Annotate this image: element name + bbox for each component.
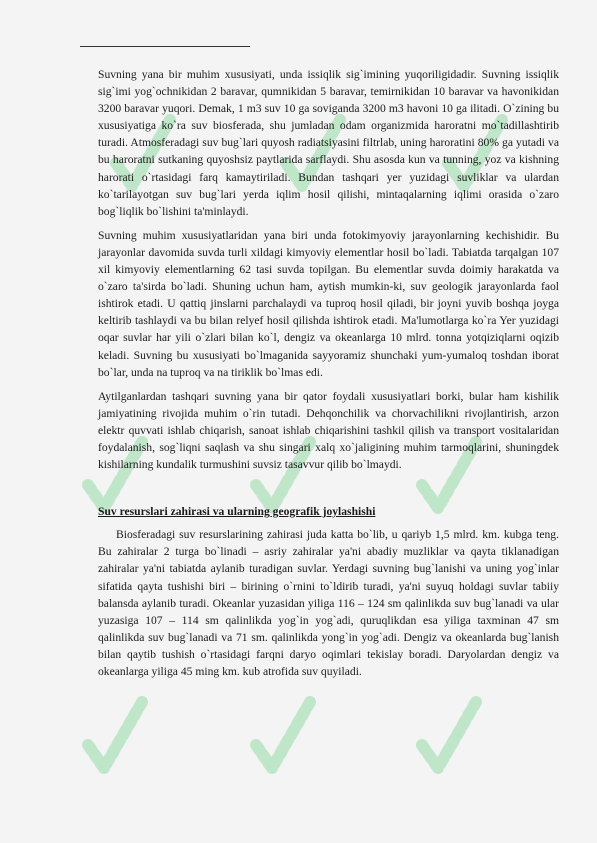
paragraph: Suvning muhim xususiyatlaridan yana biri unda fotokimyoviy jarayonlarning kechishidir. Bu jarayonlar davomida suvda turli xildagi kimyoviy elementlar hosil bo`ladi. Tabiatda tarqalgan 107 xil kimyoviy elementlarning 62 tasi suvda topilgan. Bu elementlar suvda doimiy harakatda va o`zaro ta'sirda bo`ladi. Shuning uchun ham, aytish mumkin-ki, suv geologik jarayonlarda faol ishtirok etadi. U qattiq jinslarni parchalaydi va tuproq hosil qiladi, bir joyni yuvib boshqa joyga keltirib tashlaydi va bu bilan relyef hosil qilishda ishtirok etadi. Ma'lumotlarga ko`ra Yer yuzidagi oqar suvlar har yili o`zlari bilan ko`l, dengiz va okeanlarga 10 mlrd. tonna yotqiziqlarni oqizib keladi. Suvning bu xususiyati bo`lmaganida sayyoramiz shunchaki yum-yumaloq toshdan iborat bo`lar, unda na tuproq va na tiriklik bo`lmas edi. xyxy=(98,228,559,379)
paragraph: Aytilganlardan tashqari suvning yana bir qator foydali xususiyatlari borki, bular ham kishilik jamiyatining rivojida muhim o`rin tutadi. Dehqonchilik va chorvachilikni rivojlantirish, arzon elektr quvvati ishlab chiqarish, sanoat ishlab chiqarishini tashkil qilish va transport vositalaridan foydalanish, sog`liqni saqlash va shu singari xalq xo`jaligining muhim tarmoqlarini, shuningdek kishilarning kundalik turmushini suvsiz tasavvur qilib bo`lmaydi. xyxy=(98,389,559,472)
green-check-icon xyxy=(248,690,318,780)
document-body xyxy=(98,66,559,687)
paragraph: Biosferadagi suv resurslarining zahirasi juda katta bo`lib, u qariyb 1,5 mlrd. km. kubga teng. Bu zahiralar 2 turga bo`linadi – asriy zahiralar ya'ni abadiy muzliklar va qayta tiklanadigan zahiralar ya'ni tabiatda aylanib turadigan suvlar. Yerdagi suvning bug`lanishi va uning yog`inlar sifatida qayta tushishi biri – birining o`rnini to`ldirib turadi, ya'ni suyuq holdagi suvlar tabiiy balansda aylanib turadi. Okeanlar yuzasidan yiliga 116 – 124 sm qalinlikda suv bug`lanadi va ular yuzasiga 107 – 114 sm qalinlikda yog`in yog`adi, quruqlikdan esa yiliga taxminan 47 sm qalinlikda suv bug`lanadi va 71 sm. qalinlikda yong`in yog`adi. Dengiz va okeanlarda bug`lanish bilan qaytib tushish o`rtasidagi farqni daryo oqimlari tekislay boradi. Daryolardan dengiz va okeanlarga yiliga 45 ming km. kub atrofida suv quyiladi. xyxy=(98,528,559,678)
header-rule xyxy=(80,46,250,47)
green-check-icon xyxy=(414,690,484,780)
paragraph: Suvning yana bir muhim xususiyati, unda issiqlik sig`imining yuqoriligidadir. Suvning issiqlik sig`imi yog`ochnikidan 2 baravar, qumnikidan 5 baravar, temirnikidan 10 baravar va havonikidan 3200 baravar yuqori. Demak, 1 m3 suv 10 ga soviganda 3200 m3 havoni 10 ga ilitadi. O`zining bu xususiyatiga ko`ra suv biosferada, shu jumladan odam organizmida haroratni mo`tadillashtirib turadi. Atmosferadagi suv bug`lari quyosh radiatsiyasini filtrlab, uning haroratini 80% ga yutadi va bu haroratni sutkaning quyoshsiz paytlarida sarflaydi. Shu asosda kun va tunning, yoz va kishning harorati o`rtasidagi farq kamaytiriladi. Bundan tashqari yer yuzidagi suvliklar va ulardan ko`tarilayotgan suv bug`lari yerda iqlim hosil qilishi, mintaqalarning iqlimi orasida o`zaro bog`liqlik bo`lishini ta'minlaydi. xyxy=(98,68,559,218)
green-check-icon xyxy=(80,690,150,780)
section-heading: Suv resurslari zahirasi va ularning geografik joylashishi xyxy=(98,505,376,519)
